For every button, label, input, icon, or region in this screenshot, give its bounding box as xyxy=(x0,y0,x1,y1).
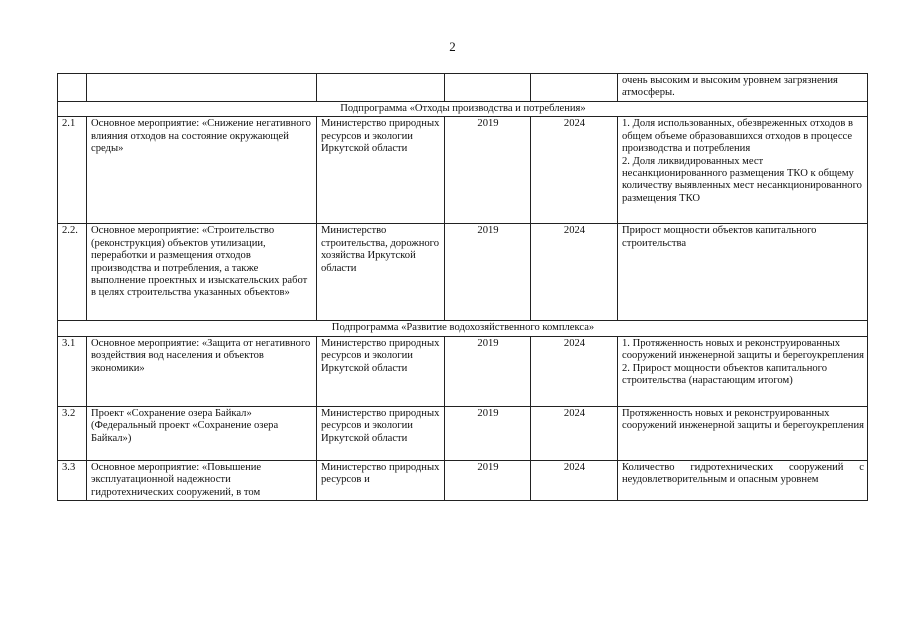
subprogram-header-row xyxy=(58,321,868,336)
row-number: 2.1 xyxy=(58,117,87,224)
table-row xyxy=(58,224,868,321)
indicator-text: 2. Доля ликвидированных мест несанкционированного размещения ТКО к общему количеству выявленных мест несанкционированного размещения ТКО xyxy=(622,155,862,204)
executor-cell: Министерство природных ресурсов и экологии Иркутской области xyxy=(317,406,445,460)
row-number: 2.2. xyxy=(58,224,87,321)
executor-cell: Министерство природных ресурсов и экологии Иркутской области xyxy=(317,117,445,224)
row-number: 3.1 xyxy=(58,336,87,406)
indicator-text: 1. Доля использованных, обезвреженных отходов в общем объеме образовавшихся отходов в процессе производства и потребления xyxy=(622,118,853,155)
end-year-cell: 2024 xyxy=(531,336,618,406)
executor-cell: Министерство природных ресурсов и экологии Иркутской области xyxy=(317,336,445,406)
executor-cell: Министерство природных ресурсов и xyxy=(317,460,445,500)
measure-cell xyxy=(87,74,317,102)
table-row xyxy=(58,336,868,406)
measure-cell: Проект «Сохранение озера Байкал» (Федеральный проект «Сохранение озера Байкал») xyxy=(87,406,317,460)
table-row xyxy=(58,460,868,500)
indicator-text: Протяженность новых и реконструированных сооружений инженерной защиты и берегоукрепления xyxy=(622,407,864,432)
indicators-cell xyxy=(618,406,868,460)
page-number: 2 xyxy=(449,39,456,54)
indicator-text: Количество гидротехнических сооружений с неудовлетворительным и опасным уровнем xyxy=(622,461,864,486)
indicators-cell xyxy=(618,460,868,500)
start-year-cell: 2019 xyxy=(445,117,531,224)
start-year-cell: 2019 xyxy=(445,224,531,321)
end-year-cell: 2024 xyxy=(531,406,618,460)
indicators-cell xyxy=(618,224,868,321)
indicators-cell xyxy=(618,117,868,224)
executor-cell xyxy=(317,74,445,102)
start-year-cell: 2019 xyxy=(445,460,531,500)
end-year-cell: 2024 xyxy=(531,460,618,500)
end-year-cell: 2024 xyxy=(531,117,618,224)
row-number: 3.2 xyxy=(58,406,87,460)
measure-cell: Основное мероприятие: «Повышение эксплуатационной надежности гидротехнических сооружений, в том xyxy=(87,460,317,500)
start-year-cell: 2019 xyxy=(445,336,531,406)
start-year-cell: 2019 xyxy=(445,406,531,460)
table-row xyxy=(58,74,868,102)
subprogram-header-row xyxy=(58,102,868,117)
measure-cell: Основное мероприятие: «Строительство (реконструкция) объектов утилизации, переработки и размещения отходов производства и потребления, а также выполнение проектных и изыскательских работ в целях строительства указанных объектов» xyxy=(87,224,317,321)
indicators-cell xyxy=(618,74,868,102)
executor-cell: Министерство строительства, дорожного хозяйства Иркутской области xyxy=(317,224,445,321)
end-year-cell xyxy=(531,74,618,102)
measure-cell: Основное мероприятие: «Защита от негативного воздействия вод населения и объектов экономики» xyxy=(87,336,317,406)
subprogram-title: Подпрограмма «Отходы производства и потребления» xyxy=(58,102,868,117)
start-year-cell xyxy=(445,74,531,102)
indicator-text: 1. Протяженность новых и реконструированных сооружений инженерной защиты и берегоукрепления xyxy=(622,337,864,362)
indicator-text: очень высоким и высоким уровнем загрязнения атмосферы. xyxy=(622,75,838,99)
table-row xyxy=(58,117,868,224)
row-number: 3.3 xyxy=(58,460,87,500)
measures-table xyxy=(57,73,868,501)
measure-cell: Основное мероприятие: «Снижение негативного влияния отходов на состояние окружающей среды» xyxy=(87,117,317,224)
end-year-cell: 2024 xyxy=(531,224,618,321)
row-number xyxy=(58,74,87,102)
indicator-text: Прирост мощности объектов капитального строительства xyxy=(622,225,817,249)
indicators-cell xyxy=(618,336,868,406)
table-row xyxy=(58,406,868,460)
subprogram-title: Подпрограмма «Развитие водохозяйственного комплекса» xyxy=(58,321,868,336)
indicator-text: 2. Прирост мощности объектов капитального строительства (нарастающим итогом) xyxy=(622,362,828,387)
